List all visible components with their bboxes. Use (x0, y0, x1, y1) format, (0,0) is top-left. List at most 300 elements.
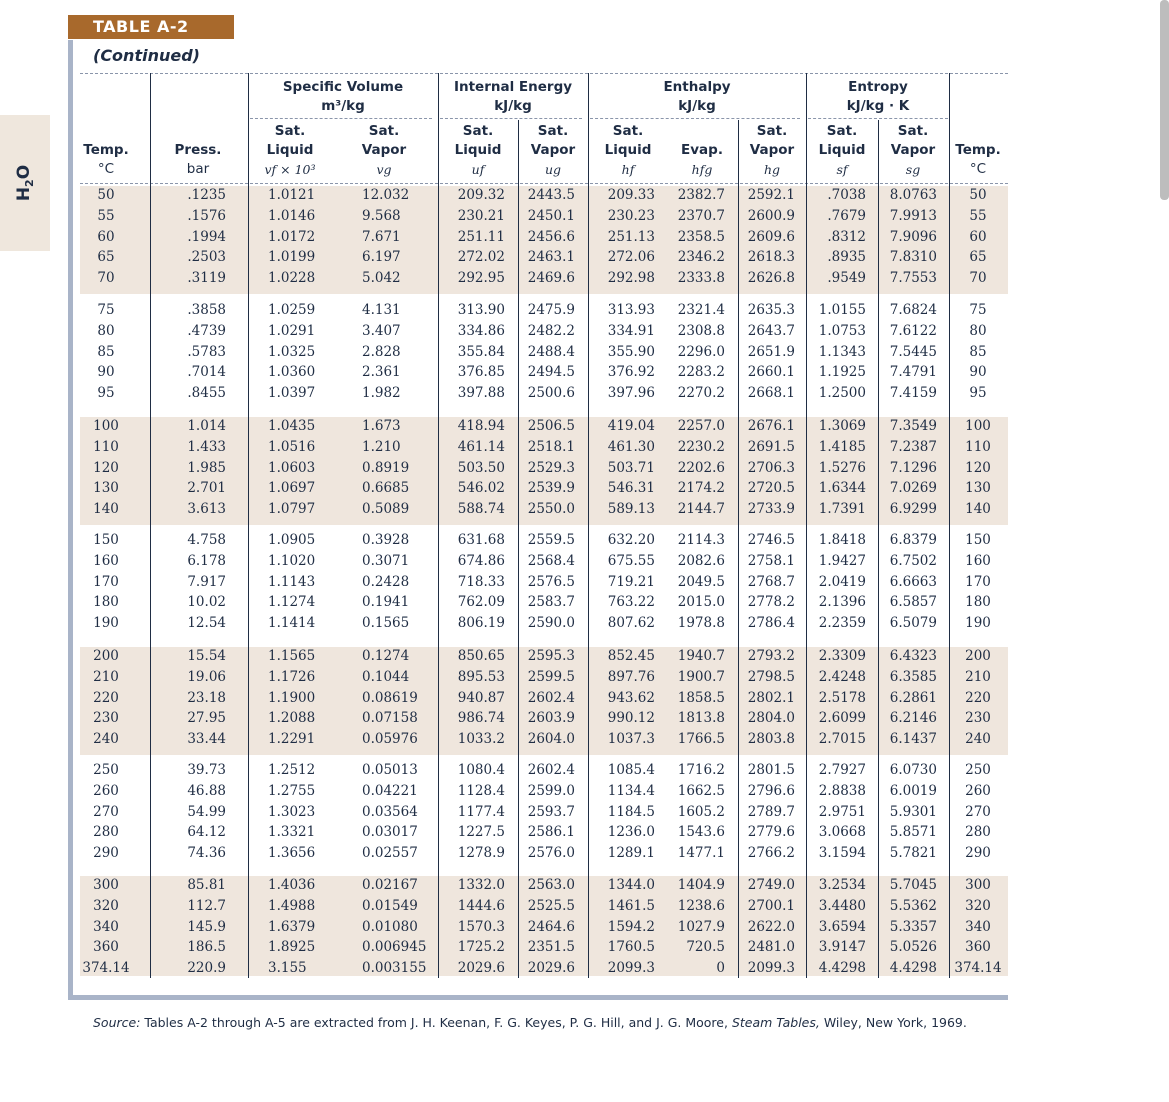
table-cell: 374.14 (954, 960, 1002, 977)
table-cell: 2635.3 (747, 302, 795, 318)
table-cell: 180 (965, 594, 991, 611)
table-cell: 7.4159 (889, 385, 937, 402)
table-cell: 112.7 (187, 897, 226, 914)
table-cell: 1.6344 (818, 480, 866, 497)
table-cell: 720.5 (686, 939, 725, 956)
table-cell: 2351.5 (527, 939, 575, 956)
table-cell: 6.197 (362, 249, 401, 266)
table-cell: 2602.4 (527, 762, 575, 778)
table-cell: 1.1274 (268, 594, 316, 611)
table-cell: 807.62 (607, 615, 655, 632)
header-bottom-rule (80, 183, 1008, 184)
table-cell: 1.9427 (818, 552, 866, 569)
table-cell: 6.5079 (889, 615, 937, 632)
table-cell: 1.433 (187, 438, 226, 455)
table-cell: 397.96 (607, 385, 655, 402)
table-cell: 2599.0 (527, 782, 575, 799)
table-cell: 120 (965, 459, 991, 476)
table-cell: 2801.5 (747, 762, 795, 778)
table-cell: 1.3656 (268, 845, 316, 862)
table-cell: 60 (97, 228, 115, 245)
table-cell: 6.178 (187, 552, 226, 569)
table-cell: 763.22 (607, 594, 655, 611)
table-cell: 2651.9 (747, 343, 795, 360)
table-cell: 0 (716, 960, 725, 977)
entropy-group-rule (808, 118, 948, 119)
table-cell: 27.95 (187, 710, 226, 727)
table-cell: 0.5089 (362, 501, 410, 518)
table-cell: 320 (965, 897, 991, 914)
table-cell: 631.68 (457, 532, 505, 548)
table-cell: 85 (969, 343, 987, 360)
table-cell: 2283.2 (677, 364, 725, 381)
table-cell: 75 (969, 302, 987, 318)
table-cell: 2333.8 (677, 270, 725, 287)
table-cell: 943.62 (607, 689, 655, 706)
table-cell: 5.042 (362, 270, 401, 287)
table-cell: 1332.0 (457, 877, 505, 893)
table-cell: 1.7391 (818, 501, 866, 518)
table-cell: 80 (969, 322, 987, 339)
table-cell: .3858 (187, 302, 226, 318)
table-cell: 10.02 (187, 594, 226, 611)
table-cell: 0.8919 (362, 459, 410, 476)
table-cell: 503.71 (607, 459, 655, 476)
table-cell: 240 (93, 731, 119, 748)
table-cell: 2.9751 (818, 803, 866, 820)
table-cell: 2793.2 (747, 648, 795, 664)
table-cell: 2144.7 (677, 501, 725, 518)
table-cell: 0.1044 (362, 668, 410, 685)
table-cell: 190 (965, 615, 991, 632)
table-cell: 2586.1 (527, 824, 575, 841)
table-cell: 2082.6 (677, 552, 725, 569)
table-cell: 2600.9 (747, 207, 795, 224)
table-cell: 2346.2 (677, 249, 725, 266)
table-cell: 272.06 (607, 249, 655, 266)
table-cell: 2595.3 (527, 648, 575, 664)
table-cell: 718.33 (457, 573, 505, 590)
table-cell: 1.014 (187, 418, 226, 434)
table-cell: 2766.2 (747, 845, 795, 862)
table-cell: 180 (93, 594, 119, 611)
table-cell: 230 (965, 710, 991, 727)
table-cell: 1238.6 (677, 897, 725, 914)
table-cell: 250 (965, 762, 991, 778)
table-cell: 940.87 (457, 689, 505, 706)
table-cell: 7.6122 (889, 322, 937, 339)
table-cell: 2525.5 (527, 897, 575, 914)
table-cell: 64.12 (187, 824, 226, 841)
table-cell: 1.8925 (268, 939, 316, 956)
table-cell: 1.8418 (818, 532, 866, 548)
table-cell: 6.2861 (889, 689, 937, 706)
table-cell: 60 (969, 228, 987, 245)
column-header-10: Sat. Vapor sg (890, 123, 936, 177)
table-cell: 7.9096 (889, 228, 937, 245)
column-header-4: Sat. Liquid uf (454, 123, 502, 177)
table-cell: 589.13 (607, 501, 655, 518)
table-cell: 2494.5 (527, 364, 575, 381)
table-cell: 2550.0 (527, 501, 575, 518)
table-cell: 1594.2 (607, 918, 655, 935)
table-cell: 1978.8 (677, 615, 725, 632)
table-cell: 50 (97, 187, 115, 203)
group-entropy: Entropy kJ/kg · K (846, 79, 910, 114)
table-cell: 5.8571 (889, 824, 937, 841)
table-cell: 1344.0 (607, 877, 655, 893)
enthalpy-group-rule (590, 118, 800, 119)
table-cell: 1.0397 (268, 385, 316, 402)
table-cell: 674.86 (457, 552, 505, 569)
table-cell: 3.2534 (818, 877, 866, 893)
table-cell: 2518.1 (527, 438, 575, 455)
header-top-rule (80, 73, 1008, 74)
table-cell: 1662.5 (677, 782, 725, 799)
table-cell: 1.2500 (818, 385, 866, 402)
table-cell: 1.0291 (268, 322, 316, 339)
table-cell: 461.30 (607, 438, 655, 455)
table-cell: 2.828 (362, 343, 401, 360)
table-cell: 2.3309 (818, 648, 866, 664)
side-tab-label: $H_2O$ (13, 164, 37, 202)
table-cell: 2015.0 (677, 594, 725, 611)
table-cell: 1.985 (187, 459, 226, 476)
table-cell: 186.5 (187, 939, 226, 956)
table-cell: 85 (97, 343, 115, 360)
table-cell: 2691.5 (747, 438, 795, 455)
table-cell: 1605.2 (677, 803, 725, 820)
table-cell: 2599.5 (527, 668, 575, 685)
table-cell: 1.2755 (268, 782, 316, 799)
table-cell: 1.0435 (268, 418, 316, 434)
table-cell: 719.21 (607, 573, 655, 590)
table-cell: 1.1726 (268, 668, 316, 685)
table-cell: 2.7015 (818, 731, 866, 748)
table-cell: 1.1343 (818, 343, 866, 360)
table-cell: 2464.6 (527, 918, 575, 935)
table-cell: 12.032 (362, 187, 410, 203)
table-cell: 0.05976 (362, 731, 418, 748)
table-cell: 2506.5 (527, 418, 575, 434)
table-cell: 270 (965, 803, 991, 820)
table-cell: 360 (965, 939, 991, 956)
table-cell: 0.1274 (362, 648, 410, 664)
table-cell: 1128.4 (457, 782, 505, 799)
table-cell: 5.7045 (889, 877, 937, 893)
table-cell: 70 (97, 270, 115, 287)
table-cell: 2.0419 (818, 573, 866, 590)
table-cell: 90 (97, 364, 115, 381)
scrollbar[interactable] (1160, 0, 1169, 200)
table-cell: 2593.7 (527, 803, 575, 820)
table-cell: 1.982 (362, 385, 401, 402)
table-cell: 300 (93, 877, 119, 893)
table-cell: 7.4791 (889, 364, 937, 381)
table-cell: 260 (93, 782, 119, 799)
table-cell: 19.06 (187, 668, 226, 685)
table-cell: 1.210 (362, 438, 401, 455)
table-cell: 503.50 (457, 459, 505, 476)
table-cell: 1858.5 (677, 689, 725, 706)
table-cell: 0.01080 (362, 918, 418, 935)
table-cell: 1.0146 (268, 207, 316, 224)
table-cell: 1900.7 (677, 668, 725, 685)
table-cell: 360 (93, 939, 119, 956)
table-cell: 2463.1 (527, 249, 575, 266)
table-cell: 1085.4 (607, 762, 655, 778)
table-cell: 100 (93, 418, 119, 434)
table-cell: 2626.8 (747, 270, 795, 287)
table-cell: .7014 (187, 364, 226, 381)
table-cell: 2576.0 (527, 845, 575, 862)
table-cell: 2.4248 (818, 668, 866, 685)
table-cell: 1.0603 (268, 459, 316, 476)
table-cell: 990.12 (607, 710, 655, 727)
table-cell: .2503 (187, 249, 226, 266)
table-cell: 2114.3 (677, 532, 725, 548)
table-cell: 2230.2 (677, 438, 725, 455)
column-header-1: Press. bar (174, 142, 222, 177)
table-cell: 95 (969, 385, 987, 402)
group-specific-volume: Specific Volume m³/kg (282, 79, 404, 114)
table-cell: 7.9913 (889, 207, 937, 224)
table-cell: 8.0763 (889, 187, 937, 203)
table-cell: 2049.5 (677, 573, 725, 590)
table-cell: 0.07158 (362, 710, 418, 727)
table-cell: 0.3928 (362, 532, 410, 548)
table-cell: 251.11 (457, 228, 505, 245)
table-cell: 65 (969, 249, 987, 266)
table-cell: 1.1020 (268, 552, 316, 569)
table-cell: 1766.5 (677, 731, 725, 748)
table-cell: 2592.1 (747, 187, 795, 203)
table-cell: 280 (93, 824, 119, 841)
table-cell: .8312 (827, 228, 866, 245)
table-cell: 160 (965, 552, 991, 569)
table-cell: 3.407 (362, 322, 401, 339)
table-cell: 0.01549 (362, 897, 418, 914)
table-cell: 1.4036 (268, 877, 316, 893)
table-cell: 1760.5 (607, 939, 655, 956)
table-cell: 374.14 (82, 960, 130, 977)
column-header-9: Sat. Liquid sf (818, 123, 866, 177)
table-cell: 5.9301 (889, 803, 937, 820)
table-cell: 110 (965, 438, 991, 455)
volume-group-rule (250, 118, 432, 119)
table-cell: 1184.5 (607, 803, 655, 820)
table-cell: 2746.5 (747, 532, 795, 548)
table-cell: 140 (965, 501, 991, 518)
table-cell: .1576 (187, 207, 226, 224)
table-cell: 2802.1 (747, 689, 795, 706)
table-cell: 2.1396 (818, 594, 866, 611)
table-cell: 2749.0 (747, 877, 795, 893)
table-cell: 2456.6 (527, 228, 575, 245)
table-cell: 70 (969, 270, 987, 287)
table-cell: .1994 (187, 228, 226, 245)
column-header-5: Sat. Vapor ug (530, 123, 576, 177)
table-cell: 2590.0 (527, 615, 575, 632)
table-cell: 1543.6 (677, 824, 725, 841)
table-cell: 90 (969, 364, 987, 381)
table-cell: 2296.0 (677, 343, 725, 360)
table-cell: 1.5276 (818, 459, 866, 476)
table-cell: 95 (97, 385, 115, 402)
table-cell: 3.4480 (818, 897, 866, 914)
table-cell: 419.04 (607, 418, 655, 434)
table-cell: 12.54 (187, 615, 226, 632)
table-cell: 1.0753 (818, 322, 866, 339)
table-cell: 986.74 (457, 710, 505, 727)
table-cell: 2660.1 (747, 364, 795, 381)
table-cell: 2099.3 (607, 960, 655, 977)
table-frame-bottom (68, 995, 1008, 1000)
table-cell: 340 (93, 918, 119, 935)
table-cell: 300 (965, 877, 991, 893)
table-cell: 2.361 (362, 364, 401, 381)
table-cell: 170 (93, 573, 119, 590)
table-cell: 200 (965, 648, 991, 664)
table-cell: 2029.6 (457, 960, 505, 977)
table-cell: 7.671 (362, 228, 401, 245)
table-cell: 313.93 (607, 302, 655, 318)
table-cell: 190 (93, 615, 119, 632)
table-cell: 7.1296 (889, 459, 937, 476)
side-tab-h2o (0, 115, 50, 251)
table-cell: 6.9299 (889, 501, 937, 518)
table-cell: 1027.9 (677, 918, 725, 935)
source-note: Source: Tables A-2 through A-5 are extracted from J. H. Keenan, F. G. Keyes, P. G. Hill, and J. G. Moore, Steam Tables, Wiley, New York, 1969. (93, 1015, 967, 1030)
table-cell: 2568.4 (527, 552, 575, 569)
table-cell: 1.2291 (268, 731, 316, 748)
table-cell: 50 (969, 187, 987, 203)
table-cell: 340 (965, 918, 991, 935)
table-cell: 0.1565 (362, 615, 410, 632)
table-cell: 0.05013 (362, 762, 418, 778)
table-cell: 130 (93, 480, 119, 497)
table-cell: 1.0905 (268, 532, 316, 548)
table-cell: 1080.4 (457, 762, 505, 778)
table-cell: 7.7553 (889, 270, 937, 287)
table-cell: 1477.1 (677, 845, 725, 862)
table-cell: 461.14 (457, 438, 505, 455)
column-header-8: Sat. Vapor hg (749, 123, 795, 177)
table-cell: 1.0797 (268, 501, 316, 518)
table-cell: 0.04221 (362, 782, 418, 799)
table-cell: 4.4298 (818, 960, 866, 977)
table-cell: 852.45 (607, 648, 655, 664)
table-cell: 6.4323 (889, 648, 937, 664)
table-cell: 2202.6 (677, 459, 725, 476)
table-cell: 5.5362 (889, 897, 937, 914)
table-cell: 6.2146 (889, 710, 937, 727)
table-cell: 3.1594 (818, 845, 866, 862)
table-cell: 1033.2 (457, 731, 505, 748)
table-cell: 15.54 (187, 648, 226, 664)
table-cell: 2583.7 (527, 594, 575, 611)
table-cell: 2450.1 (527, 207, 575, 224)
table-cell: 355.84 (457, 343, 505, 360)
table-cell: 220.9 (187, 960, 226, 977)
table-cell: 1.0228 (268, 270, 316, 287)
table-cell: 9.568 (362, 207, 401, 224)
table-cell: 6.5857 (889, 594, 937, 611)
table-cell: 230 (93, 710, 119, 727)
table-cell: .7679 (827, 207, 866, 224)
table-cell: 895.53 (457, 668, 505, 685)
table-cell: 897.76 (607, 668, 655, 685)
table-cell: 7.5445 (889, 343, 937, 360)
table-cell: 120 (93, 459, 119, 476)
table-cell: 1.1414 (268, 615, 316, 632)
table-cell: 1461.5 (607, 897, 655, 914)
table-cell: 7.8310 (889, 249, 937, 266)
table-cell: 230.21 (457, 207, 505, 224)
table-cell: 1.0199 (268, 249, 316, 266)
table-cell: 546.02 (457, 480, 505, 497)
table-cell: 1.3321 (268, 824, 316, 841)
table-cell: 1.0360 (268, 364, 316, 381)
table-cell: 1.0155 (818, 302, 866, 318)
table-cell: 270 (93, 803, 119, 820)
table-cell: 1.0697 (268, 480, 316, 497)
table-cell: .8935 (827, 249, 866, 266)
table-cell: 1.6379 (268, 918, 316, 935)
table-cell: 23.18 (187, 689, 226, 706)
table-cell: 2733.9 (747, 501, 795, 518)
column-header-6: Sat. Liquid hf (604, 123, 652, 177)
table-cell: 0.02167 (362, 877, 418, 893)
table-cell: 2789.7 (747, 803, 795, 820)
table-cell: 65 (97, 249, 115, 266)
group-internal-energy: Internal Energy kJ/kg (453, 79, 573, 114)
table-cell: .4739 (187, 322, 226, 339)
table-cell: 54.99 (187, 803, 226, 820)
table-cell: 2778.2 (747, 594, 795, 611)
table-cell: 3.9147 (818, 939, 866, 956)
table-cell: 632.20 (607, 532, 655, 548)
table-cell: 1716.2 (677, 762, 725, 778)
table-cell: 334.86 (457, 322, 505, 339)
table-cell: 200 (93, 648, 119, 664)
table-cell: 150 (965, 532, 991, 548)
table-cell: 2539.9 (527, 480, 575, 497)
table-cell: 6.8379 (889, 532, 937, 548)
table-cell: 2668.1 (747, 385, 795, 402)
table-cell: 0.03017 (362, 824, 418, 841)
table-cell: 1.3023 (268, 803, 316, 820)
table-cell: 1940.7 (677, 648, 725, 664)
table-cell: 2604.0 (527, 731, 575, 748)
table-cell: 1.3069 (818, 418, 866, 434)
table-cell: 313.90 (457, 302, 505, 318)
table-cell: 55 (97, 207, 115, 224)
table-cell: 39.73 (187, 762, 226, 778)
table-cell: 1.1925 (818, 364, 866, 381)
table-cell: 2676.1 (747, 418, 795, 434)
table-cell: 1.2512 (268, 762, 316, 778)
table-cell: 1.0259 (268, 302, 316, 318)
table-cell: 7.0269 (889, 480, 937, 497)
table-cell: 7.2387 (889, 438, 937, 455)
table-cell: 2.5178 (818, 689, 866, 706)
table-cell: 1.1143 (268, 573, 316, 590)
group-enthalpy: Enthalpy kJ/kg (663, 79, 731, 114)
table-cell: 7.3549 (889, 418, 937, 434)
table-cell: 2270.2 (677, 385, 725, 402)
table-cell: 2.2359 (818, 615, 866, 632)
